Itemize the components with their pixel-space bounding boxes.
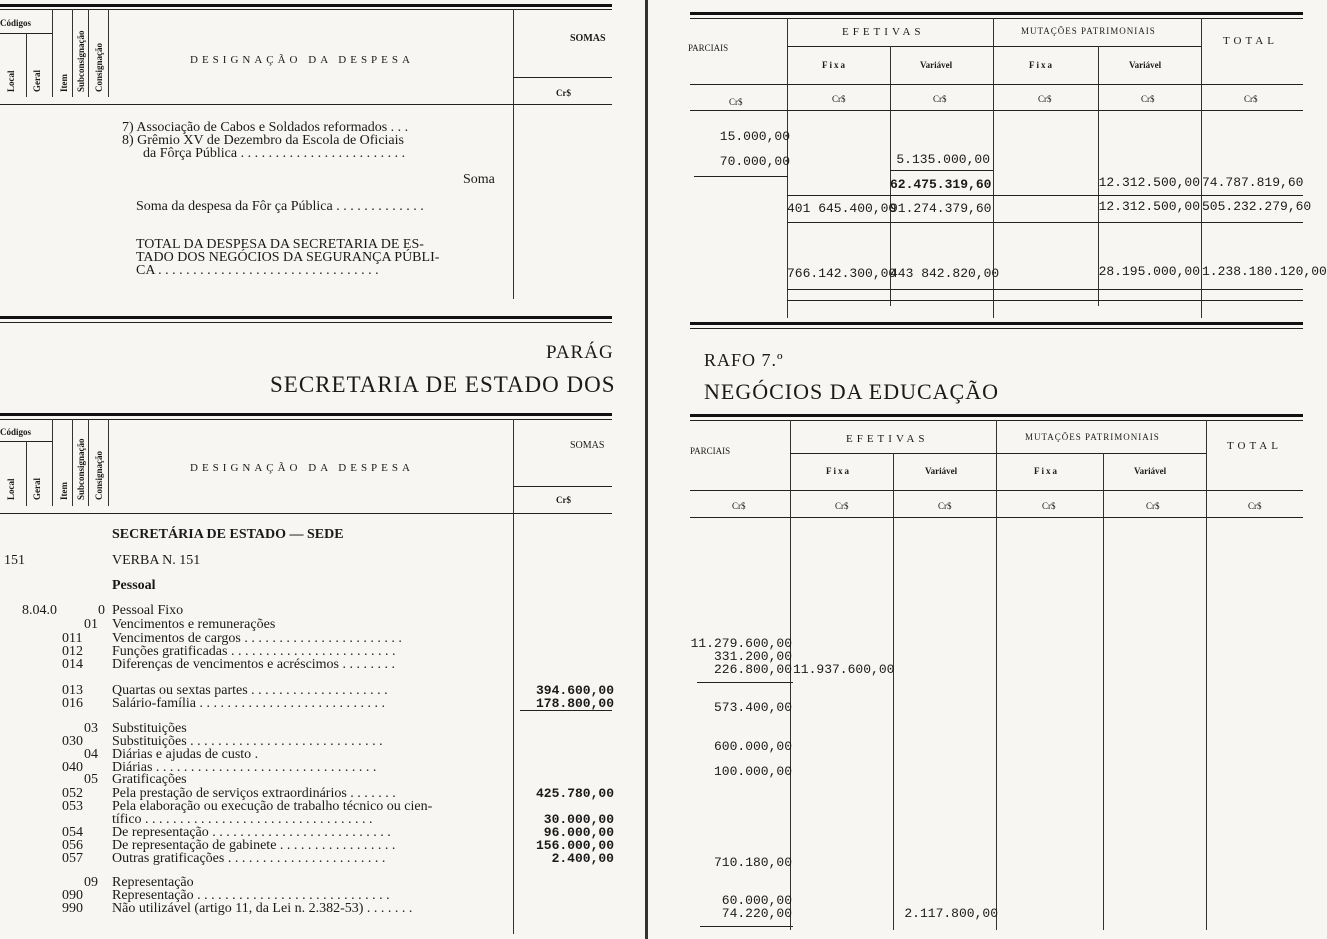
rule	[690, 110, 1303, 111]
row-code: 040	[62, 760, 83, 775]
rule	[787, 46, 1201, 47]
row-subcode: 0	[98, 603, 105, 618]
subconsignacao-label: Subconsignação	[76, 438, 86, 500]
currency-label: Cr$	[933, 94, 947, 104]
rule	[690, 18, 1303, 19]
rule	[690, 328, 1303, 329]
parcial-value: 100.000,00	[713, 764, 792, 779]
ef-fixa-value: 766.142.300,00	[787, 266, 897, 281]
rule	[690, 490, 1303, 491]
rule	[52, 419, 53, 506]
row-soma: 178.800,00	[535, 696, 614, 711]
section-title-right: NEGÓCIOS DA EDUCAÇÃO	[704, 379, 1000, 404]
rule	[690, 517, 1303, 518]
currency-label: Cr$	[1248, 501, 1262, 511]
row-soma: 425.780,00	[535, 786, 614, 801]
fixa-header: Fixa	[826, 466, 851, 476]
rule	[1206, 420, 1207, 930]
parcial-value: 226.800,00	[713, 662, 792, 677]
parcial-value: 600.000,00	[713, 739, 792, 754]
currency-label: Cr$	[556, 88, 571, 98]
rule	[0, 419, 612, 420]
fixa-header: Fixa	[822, 60, 847, 70]
currency-label: Cr$	[556, 495, 571, 505]
parciais-header: PARCIAIS	[688, 43, 729, 53]
rule	[52, 9, 53, 97]
total-header: TOTAL	[1223, 35, 1278, 47]
parcial-value: 11.279.600,00	[690, 636, 792, 651]
mutacoes-header: MUTAÇÕES PATRIMONIAIS	[1021, 26, 1156, 36]
row-text: Pessoal Fixo	[112, 603, 184, 618]
row-text: Quartas ou sextas partes . . . . . . . . . . . . . . . . . . . .	[112, 683, 388, 698]
row-text: De representação de gabinete . . . . . . . . . . . . . . . . .	[112, 838, 396, 853]
paragraph-heading-right: RAFO 7.º	[704, 350, 784, 370]
rule	[697, 682, 793, 683]
rule	[787, 289, 1303, 290]
verba-code: 151	[4, 553, 25, 568]
rule	[26, 441, 27, 506]
text-line: Soma da despesa da Fôr ça Pública . . . . . . . . . . . . .	[136, 199, 424, 214]
row-code: 012	[62, 644, 83, 659]
rule	[88, 419, 89, 506]
row-text: tífico . . . . . . . . . . . . . . . . . . . . . . . . . . . . . . . . .	[112, 812, 373, 827]
row-soma: 394.600,00	[535, 683, 614, 698]
rule	[690, 12, 1303, 15]
local-label: Local	[6, 478, 16, 500]
geral-label: Geral	[32, 478, 42, 500]
rule	[513, 9, 514, 299]
rule	[0, 9, 612, 10]
fixa-header: Fixa	[1029, 60, 1054, 70]
rule	[893, 453, 894, 930]
text-line: CA . . . . . . . . . . . . . . . . . . . . . . . . . . . . . . . .	[136, 263, 379, 278]
pessoal-heading: Pessoal	[112, 578, 156, 593]
somas-header: SOMAS	[570, 33, 606, 44]
efetivas-header: EFETIVAS	[846, 433, 929, 445]
verba-label: VERBA N. 151	[112, 553, 201, 568]
rule	[690, 84, 1303, 85]
row-text: De representação . . . . . . . . . . . . . . . . . . . . . . . . . .	[112, 825, 391, 840]
parcial-value: 70.000,00	[719, 154, 790, 169]
row-code: 054	[62, 825, 83, 840]
subconsignacao-label: Subconsignação	[76, 30, 86, 92]
row-text: Funções gratificadas . . . . . . . . . . . . . . . . . . . . . . . .	[112, 644, 396, 659]
currency-label: Cr$	[1141, 94, 1155, 104]
rule	[790, 453, 1206, 454]
currency-label: Cr$	[835, 501, 849, 511]
row-code: 030	[62, 734, 83, 749]
row-text: Gratificações	[112, 772, 187, 787]
row-text: Pela elaboração ou execução de trabalho técnico ou cien-	[112, 799, 433, 814]
parcial-value: 60.000,00	[721, 893, 792, 908]
row-text: Substituições . . . . . . . . . . . . . . . . . . . . . . . . . . . .	[112, 734, 383, 749]
currency-label: Cr$	[1244, 94, 1258, 104]
mutacoes-header: MUTAÇÕES PATRIMONIAIS	[1025, 432, 1160, 442]
text-line: 8) Grêmio XV de Dezembro da Escola de Oficiais	[122, 133, 404, 148]
currency-label: Cr$	[729, 97, 743, 107]
item-label: Item	[59, 74, 69, 92]
designacao-header: DESIGNAÇÃO DA DESPESA	[190, 54, 414, 66]
ef-variavel-value: 62.475.319,60	[890, 177, 992, 192]
text-line: TOTAL DA DESPESA DA SECRETARIA DE ES-	[136, 237, 424, 252]
row-code: 052	[62, 786, 83, 801]
row-text: Representação . . . . . . . . . . . . . . . . . . . . . . . . . . . .	[112, 888, 390, 903]
row-subcode: 09	[84, 875, 98, 890]
variavel-header: Variável	[1129, 60, 1162, 70]
row-code: 056	[62, 838, 83, 853]
ef-fixa-value: 401 645.400,00	[787, 201, 897, 216]
row-subcode: 01	[84, 617, 98, 632]
rule	[513, 486, 612, 487]
geral-label: Geral	[32, 70, 42, 92]
row-code: 011	[62, 631, 83, 646]
consignacao-label: Consignação	[94, 42, 104, 92]
rule	[0, 104, 612, 105]
ef-variavel-value: 91.274.379,60	[890, 201, 992, 216]
row-subcode: 03	[84, 721, 98, 736]
row-text: Vencimentos e remunerações	[112, 617, 276, 632]
ef-variavel-value: 2.117.800,00	[904, 906, 998, 921]
row-subcode: 04	[84, 747, 98, 762]
currency-label: Cr$	[832, 94, 846, 104]
text-line: da Fôrça Pública . . . . . . . . . . . . . . . . . . . . . . . .	[143, 146, 406, 161]
row-soma: 30.000,00	[543, 812, 614, 827]
row-text: Diárias e ajudas de custo .	[112, 747, 259, 762]
variavel-header: Variável	[1134, 466, 1167, 476]
rule	[520, 710, 612, 711]
row-text: Diferenças de vencimentos e acréscimos . . . . . . . .	[112, 657, 396, 672]
text-line: 7) Associação de Cabos e Soldados reformados . . .	[122, 120, 409, 135]
row-soma: 2.400,00	[551, 851, 614, 866]
rule	[690, 414, 1303, 417]
variavel-header: Variável	[920, 60, 953, 70]
ef-variavel-value: 5.135.000,00	[896, 152, 990, 167]
currency-label: Cr$	[938, 501, 952, 511]
row-code: 016	[62, 696, 83, 711]
fixa-header: Fixa	[1034, 466, 1059, 476]
rule	[26, 33, 27, 97]
rule	[890, 170, 993, 171]
ef-fixa-value: 11.937.600,00	[793, 662, 895, 677]
currency-label: Cr$	[1038, 94, 1052, 104]
row-code: 990	[62, 901, 83, 916]
row-soma: 96.000,00	[543, 825, 614, 840]
rule	[1103, 453, 1104, 930]
row-text: Vencimentos de cargos . . . . . . . . . . . . . . . . . . . . . . .	[112, 631, 402, 646]
rule	[72, 9, 73, 97]
soma-label: Soma	[463, 172, 495, 187]
local-label: Local	[6, 70, 16, 92]
parcial-value: 710.180,00	[713, 855, 792, 870]
currency-label: Cr$	[732, 501, 746, 511]
row-code: 8.04.0	[22, 603, 57, 618]
variavel-header: Variável	[925, 466, 958, 476]
rule	[72, 419, 73, 506]
rule	[0, 316, 612, 319]
row-code: 053	[62, 799, 83, 814]
rule	[694, 176, 788, 177]
parcial-value: 331.200,00	[713, 649, 792, 664]
sede-heading: SECRETÁRIA DE ESTADO — SEDE	[112, 527, 344, 542]
row-code: 090	[62, 888, 83, 903]
row-text: Outras gratificações . . . . . . . . . . . . . . . . . . . . . . .	[112, 851, 386, 866]
row-code: 057	[62, 851, 83, 866]
rule	[0, 513, 612, 514]
parcial-value: 74.220,00	[721, 906, 792, 921]
mut-variavel-value: 12.312.500,00	[1098, 199, 1200, 214]
mut-variavel-value: 12.312.500,00	[1098, 175, 1200, 190]
page-gutter	[645, 0, 648, 939]
currency-label: Cr$	[1042, 501, 1056, 511]
efetivas-header: EFETIVAS	[842, 26, 925, 38]
parcial-value: 15.000,00	[719, 129, 790, 144]
rule	[108, 419, 109, 506]
row-code: 013	[62, 683, 83, 698]
rule	[690, 322, 1303, 325]
paragraph-heading-left: PARÁG	[546, 342, 614, 363]
rule	[700, 926, 793, 927]
text-line: TADO DOS NEGÓCIOS DA SEGURANÇA PÚBLI-	[136, 250, 440, 265]
row-soma: 156.000,00	[535, 838, 614, 853]
rule	[787, 222, 1303, 223]
rule	[88, 9, 89, 97]
total-value: 1.238.180.120,00	[1202, 264, 1327, 279]
rule	[787, 300, 1303, 301]
row-text: Substituições	[112, 721, 187, 736]
total-value: 505.232.279,60	[1202, 199, 1312, 214]
parciais-header: PARCIAIS	[690, 446, 731, 456]
row-text: Representação	[112, 875, 194, 890]
rule	[0, 322, 612, 323]
item-label: Item	[59, 482, 69, 500]
codigos-label: Códigos	[0, 18, 32, 28]
total-header: TOTAL	[1227, 440, 1282, 452]
section-title-left: SECRETARIA DE ESTADO DOS	[270, 372, 616, 397]
row-text: Salário-família . . . . . . . . . . . . . . . . . . . . . . . . . . .	[112, 696, 385, 711]
rule	[0, 4, 612, 7]
codigos-label: Códigos	[0, 427, 32, 437]
row-text: Diárias . . . . . . . . . . . . . . . . . . . . . . . . . . . . . . . .	[112, 760, 377, 775]
row-subcode: 05	[84, 772, 98, 787]
parcial-value: 573.400,00	[713, 700, 792, 715]
somas-header: SOMAS	[570, 440, 605, 451]
row-text: Pela prestação de serviços extraordinários . . . . . . .	[112, 786, 396, 801]
designacao-header: DESIGNAÇÃO DA DESPESA	[190, 462, 414, 474]
consignacao-label: Consignação	[94, 450, 104, 500]
rule	[787, 195, 1303, 196]
rule	[513, 77, 612, 78]
row-text: Não utilizável (artigo 11, da Lei n. 2.382-53) . . . . . . .	[112, 901, 413, 916]
currency-label: Cr$	[1146, 501, 1160, 511]
rule	[996, 420, 997, 930]
total-value: 74.787.819,60	[1202, 175, 1304, 190]
rule	[0, 413, 612, 416]
ef-variavel-value: 443 842.820,00	[890, 266, 1000, 281]
row-code: 014	[62, 657, 83, 672]
rule	[108, 9, 109, 97]
mut-variavel-value: 28.195.000,00	[1098, 264, 1200, 279]
